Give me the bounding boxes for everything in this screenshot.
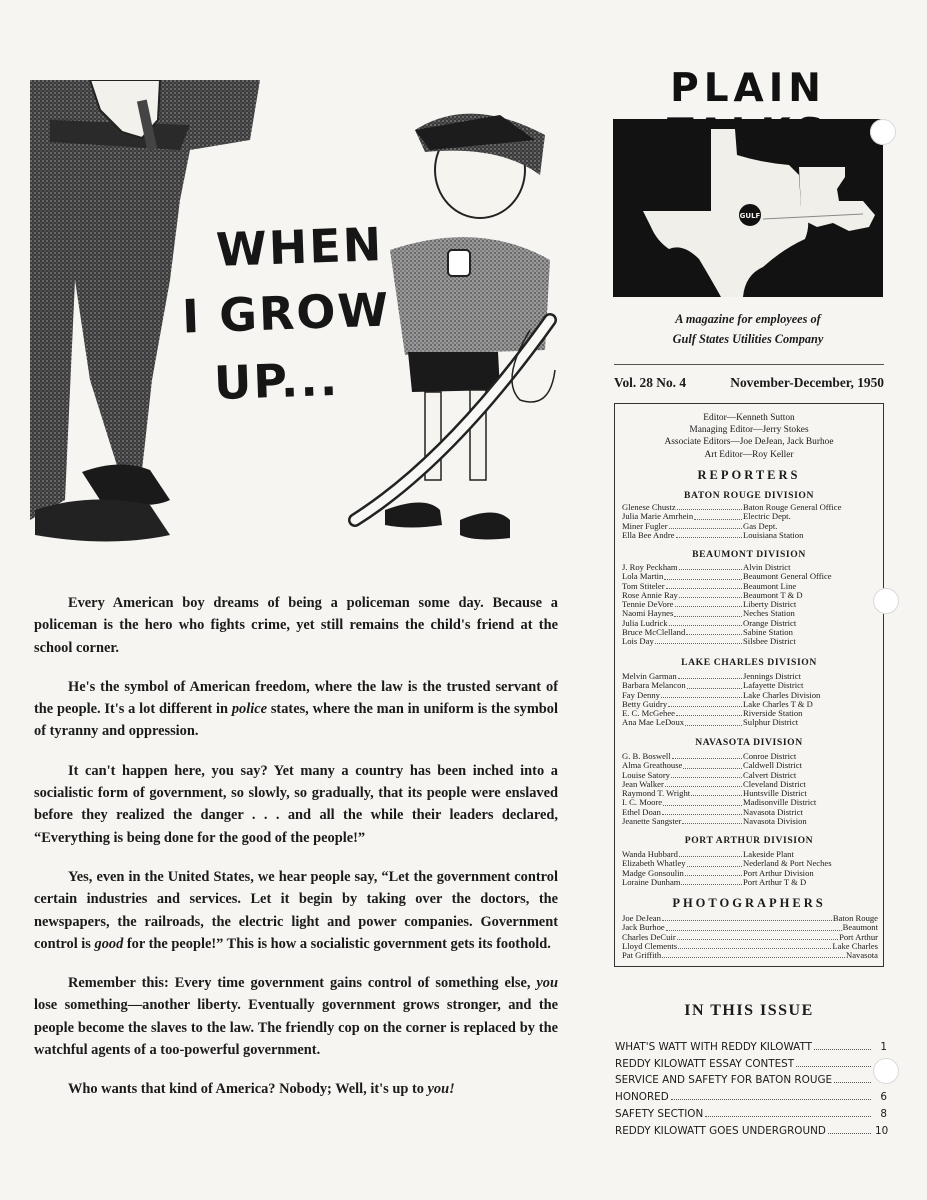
reporter-name: Alma Greathouse (622, 761, 683, 771)
reporter-location: Sabine Station (743, 627, 793, 637)
reporter-name: Loraine Dunham (622, 877, 681, 887)
reporter-name: Madge Gonsoulin (622, 868, 684, 878)
reporter-row (622, 531, 878, 540)
leader-dots (671, 1099, 871, 1100)
contents-title: WHAT'S WATT WITH REDDY KILOWATT (615, 1040, 812, 1053)
hole-punch (873, 1058, 899, 1084)
reporter-name: Rose Annie Ray (622, 590, 678, 600)
reporter-name: J. Roy Peckham (622, 563, 678, 572)
staff-box (614, 403, 884, 967)
photographer-name: Pat Griffith (622, 951, 662, 960)
reporter-name-column (622, 718, 743, 727)
contents-row (615, 1036, 887, 1053)
reporter-name: Louise Satory (622, 770, 670, 780)
reporter-name: Ethel Doan (622, 807, 661, 817)
photographer-name: Charles DeCuir (622, 932, 676, 942)
leader-dots (669, 522, 742, 529)
reporter-location: Lake Charles Division (743, 690, 821, 700)
reporter-location: Port Arthur T & D (743, 877, 807, 887)
leader-dots (663, 798, 742, 805)
reporter-name-column (622, 628, 743, 637)
leader-dots (671, 771, 742, 778)
divider (614, 364, 884, 365)
reporter-location: Sulphur District (743, 718, 799, 728)
leader-dots (679, 591, 742, 598)
reporter-location: Nederland & Port Neches (743, 859, 832, 869)
reporter-name: Lois Day (622, 637, 654, 646)
reporter-row (622, 563, 878, 572)
body-paragraph (34, 1078, 558, 1100)
reporter-name: Julia Marie Amrhein (622, 512, 694, 522)
reporter-name: Miner Fugler (622, 521, 668, 531)
leader-dots (834, 1082, 871, 1083)
reporter-location: Baton Rouge General Office (743, 503, 842, 512)
contents-row (615, 1070, 887, 1087)
body-paragraph (34, 760, 558, 849)
reporter-name-column (622, 672, 743, 681)
photographer-name: Joe DeJean (622, 914, 661, 923)
division-heading: LAKE CHARLES DIVISION (681, 657, 817, 668)
editor-line: Editor—Kenneth Sutton (703, 413, 795, 423)
masthead-tagline (612, 309, 884, 349)
leader-dots (662, 914, 832, 921)
leader-dots (672, 752, 742, 759)
contents-title: HONORED (615, 1091, 669, 1104)
contents-title: SERVICE AND SAFETY FOR BATON ROUGE (615, 1074, 833, 1087)
reporter-location: Lakeside Plant (743, 850, 794, 859)
reporter-name: G. B. Boswell (622, 752, 671, 761)
reporter-row (622, 628, 878, 637)
photographer-location: Navasota (846, 951, 878, 960)
reporter-location: Alvin District (743, 563, 791, 572)
reporter-row (622, 771, 878, 780)
reporter-location: Lafayette District (743, 681, 804, 691)
headline-line-1: WHEN (215, 217, 385, 277)
leader-dots (677, 933, 838, 940)
reporter-row (622, 780, 878, 789)
leader-dots (665, 780, 742, 787)
reporter-name: I. C. Moore (622, 798, 663, 808)
division-heading: BATON ROUGE DIVISION (684, 490, 814, 501)
body-paragraph (34, 592, 558, 659)
leader-dots (662, 808, 742, 815)
contents-title: SAFETY SECTION (615, 1107, 704, 1120)
reporter-name-column (622, 761, 743, 770)
reporter-name-column (622, 600, 743, 609)
leader-dots (691, 789, 742, 796)
leader-dots (664, 572, 742, 579)
reporter-name: Julia Ludrick (622, 618, 668, 628)
leader-dots (678, 672, 742, 679)
contents-row (615, 1103, 887, 1120)
editor-line: Managing Editor—Jerry Stokes (689, 425, 809, 436)
leader-dots (676, 531, 743, 538)
leader-dots (685, 869, 742, 876)
reporter-row (622, 512, 878, 521)
leader-dots (661, 691, 742, 698)
photographer-row (622, 933, 878, 942)
reporter-name-column (622, 681, 743, 690)
contents-page-number: 10 (875, 1124, 889, 1137)
reporter-name: Lola Martin (622, 572, 664, 582)
division-roster (622, 850, 878, 887)
reporter-name: Elizabeth Whatley (622, 859, 686, 869)
hole-punch (870, 119, 896, 145)
reporter-name: Tennie DeVore (622, 600, 674, 609)
reporter-location: Cleveland District (743, 779, 806, 789)
headline-line-3: UP... (213, 351, 340, 411)
reporter-row (622, 522, 878, 531)
reporter-row (622, 591, 878, 600)
tagline-line-1: A magazine for employees of (675, 312, 821, 326)
contents-title: REDDY KILOWATT GOES UNDERGROUND (615, 1124, 826, 1137)
leader-dots (655, 637, 742, 644)
reporter-name: Bruce McClelland (622, 627, 686, 637)
paragraph-text: Yes, even in the United States, we hear people say, “Let the government control certain industries and services. Let it begin by taking over the doctors, the newspapers, the railroads, the electric light and power companies. Government control is (34, 868, 558, 952)
leader-dots (694, 512, 742, 519)
reporter-location: Conroe District (743, 752, 797, 761)
leader-dots (687, 681, 742, 688)
emphasis-text: you (536, 975, 558, 992)
gulf-logo-text: GULF (739, 212, 761, 220)
photographer-location: Beaumont (842, 923, 878, 933)
reporter-name: Melvin Garman (622, 672, 677, 681)
paragraph-text: states, where the man in uniform is the symbol of tyranny and oppression. (34, 701, 559, 740)
leader-dots (669, 619, 742, 626)
reporter-location: Beaumont General Office (743, 572, 832, 582)
reporter-row (622, 681, 878, 690)
reporter-name: Wanda Hubbard (622, 850, 678, 859)
reporter-name: Tom Stiteler (622, 581, 665, 591)
reporter-name-column (622, 771, 743, 780)
photographer-row (622, 914, 878, 923)
reporter-location: Silsbee District (743, 637, 796, 646)
contents-list (615, 1036, 887, 1137)
reporter-location: Navasota District (743, 807, 803, 817)
reporter-location: Caldwell District (743, 761, 802, 771)
contents-page-number: 6 (880, 1091, 887, 1104)
reporter-row (622, 503, 878, 512)
leader-dots (666, 923, 842, 930)
reporter-name-column (622, 859, 743, 868)
reporter-name-column (622, 789, 743, 798)
leader-dots (705, 1116, 871, 1117)
photographer-location: Port Arthur (839, 932, 878, 942)
leader-dots (796, 1066, 871, 1067)
reporter-name-column (622, 878, 743, 887)
editor-line: Associate Editors—Joe DeJean, Jack Burhoe (664, 437, 834, 448)
reporter-name-column (622, 798, 743, 807)
reporter-name: Jean Walker (622, 779, 664, 789)
reporter-row (622, 700, 878, 709)
photographer-row (622, 951, 878, 960)
reporter-row (622, 619, 878, 628)
photographer-location: Lake Charles (832, 941, 878, 951)
headline-line-2: I GROW (181, 282, 392, 344)
paragraph-text: lose something—another liberty. Eventually government grows stronger, and the people become the slaves to the law. The friendly cop on the corner is replaced by the watchful agents of a too-powerful government. (34, 997, 558, 1059)
reporter-location: Electric Dept. (743, 512, 791, 522)
leader-dots (679, 850, 742, 857)
reporter-row (622, 637, 878, 646)
contents-row (615, 1053, 887, 1070)
masthead-map (613, 119, 883, 297)
photographers-heading: PHOTOGRAPHERS (672, 896, 826, 910)
reporter-name-column (622, 512, 743, 521)
reporter-location: Gas Dept. (743, 521, 778, 531)
magazine-title: PLAIN (670, 66, 826, 111)
reporter-name: Barbara Melancon (622, 681, 686, 691)
reporter-name-column (622, 869, 743, 878)
contents-heading: IN THIS ISSUE (684, 1002, 814, 1019)
reporter-location: Orange District (743, 618, 797, 628)
reporter-location: Lake Charles T & D (743, 699, 813, 709)
reporter-name-column (622, 709, 743, 718)
body-paragraph (34, 676, 558, 743)
division-heading: NAVASOTA DIVISION (695, 737, 803, 748)
photographer-name: Jack Burhoe (622, 923, 665, 933)
reporter-location: Navasota Division (743, 816, 807, 826)
texas-louisiana-map-icon (613, 119, 883, 297)
reporter-name-column (622, 522, 743, 531)
reporter-name-column (622, 531, 743, 540)
article-body (34, 592, 558, 1118)
leader-dots (678, 942, 831, 949)
reporter-name: Raymond T. Wright (622, 789, 691, 798)
body-paragraph (34, 972, 558, 1061)
leader-dots (677, 503, 742, 510)
reporter-name-column (622, 700, 743, 709)
photographers-roster (622, 914, 878, 960)
reporter-row (622, 672, 878, 681)
reporter-name-column (622, 817, 743, 826)
reporter-row (622, 789, 878, 798)
body-paragraph (34, 866, 558, 955)
reporter-location: Madisonville District (743, 798, 817, 808)
leader-dots (675, 600, 743, 607)
reporter-name: Naomi Haynes (622, 609, 674, 619)
division-roster (622, 672, 878, 728)
division-roster (622, 503, 878, 540)
reporter-row (622, 752, 878, 761)
reporter-name-column (622, 691, 743, 700)
reporter-name-column (622, 503, 743, 512)
reporter-name-column (622, 591, 743, 600)
leader-dots (828, 1133, 871, 1134)
emphasis-text: police (231, 701, 268, 718)
contents-row (615, 1086, 887, 1103)
reporter-row (622, 798, 878, 807)
reporter-row (622, 609, 878, 618)
reporter-location: Liberty District (743, 600, 797, 609)
reporter-location: Beaumont T & D (743, 590, 803, 600)
reporter-row (622, 869, 878, 878)
reporter-location: Jennings District (743, 672, 802, 681)
division-roster (622, 563, 878, 646)
reporter-row (622, 691, 878, 700)
contents-page-number: 8 (880, 1107, 887, 1120)
reporter-name-column (622, 850, 743, 859)
reporter-row (622, 572, 878, 581)
contents-row (615, 1120, 887, 1137)
reporter-name-column (622, 780, 743, 789)
hole-punch (873, 588, 899, 614)
leader-dots (674, 609, 742, 616)
paragraph-text: for the people!” This is how a socialistic government gets its foothold. (123, 935, 551, 952)
reporter-name: Jeanette Sangster (622, 816, 682, 826)
reporter-row (622, 718, 878, 727)
leader-dots (686, 628, 742, 635)
reporter-location: Neches Station (743, 609, 795, 619)
reporter-name-column (622, 572, 743, 581)
leader-dots (683, 761, 742, 768)
reporter-row (622, 600, 878, 609)
emphasis-text: good (94, 935, 124, 952)
division-heading: BEAUMONT DIVISION (692, 549, 806, 560)
paragraph-text: He's the symbol of American freedom, where the law is the trusted servant of the people. It's a lot different in (34, 678, 558, 718)
paragraph-text: It can't happen here, you say? Yet many a country has been inched into a socialistic form of government, so slowly, so gradually, that its people were enslaved before they realized the danger . . . and all the while their leaders declared, “Everything is being done for the good of the people!” (34, 762, 558, 846)
leader-dots (668, 700, 742, 707)
paragraph-text: Remember this: Every time government gains control of something else, (68, 975, 537, 992)
editors-list (615, 412, 883, 461)
leader-dots (662, 951, 845, 958)
reporter-name: E. C. McGehee (622, 709, 675, 718)
photographer-row (622, 942, 878, 951)
contents-page-number: 1 (880, 1040, 887, 1053)
issue-line (614, 375, 884, 391)
leader-dots (685, 718, 742, 725)
volume-number: Vol. 28 No. 4 (614, 375, 687, 390)
contents-title: REDDY KILOWATT ESSAY CONTEST (615, 1057, 795, 1070)
leader-dots (681, 878, 742, 885)
paragraph-text: Who wants that kind of America? Nobody; Well, it's up to (68, 1081, 428, 1098)
reporter-name-column (622, 582, 743, 591)
emphasis-text: you! (427, 1081, 455, 1098)
reporter-name: Glenese Chustz (622, 503, 676, 512)
photographer-location: Baton Rouge (832, 914, 878, 923)
tagline-line-2: Gulf States Utilities Company (672, 332, 824, 346)
editor-line: Art Editor—Roy Keller (704, 449, 794, 460)
issue-date: November-December, 1950 (730, 375, 884, 390)
reporter-name: Ana Mae LeDoux (622, 718, 685, 728)
reporter-name: Betty Guidry (622, 699, 668, 709)
leader-dots (682, 817, 742, 824)
division-roster (622, 752, 878, 826)
reporter-row (622, 850, 878, 859)
reporter-name: Ella Bee Andre (622, 530, 675, 540)
leader-dots (679, 563, 742, 570)
reporter-row (622, 817, 878, 826)
reporter-name-column (622, 619, 743, 628)
leader-dots (666, 582, 742, 589)
leader-dots (814, 1049, 871, 1050)
leader-dots (676, 709, 742, 716)
reporter-location: Port Arthur Division (743, 868, 814, 878)
reporter-row (622, 808, 878, 817)
reporter-row (622, 859, 878, 868)
photographer-name: Lloyd Clements (622, 941, 678, 951)
cover-illustration (30, 80, 560, 560)
reporter-location: Riverside Station (743, 709, 803, 718)
paragraph-text: Every American boy dreams of being a policeman some day. Because a policeman is the hero who fights crime, yet still remains the child's friend at the school corner. (34, 595, 558, 656)
reporter-name-column (622, 609, 743, 618)
division-heading: PORT ARTHUR DIVISION (684, 835, 814, 846)
reporter-name-column (622, 563, 743, 572)
reporter-name-column (622, 637, 743, 646)
reporter-row (622, 761, 878, 770)
reporters-heading: REPORTERS (697, 468, 801, 482)
reporter-name-column (622, 808, 743, 817)
reporter-name-column (622, 752, 743, 761)
reporter-row (622, 878, 878, 887)
reporter-location: Calvert District (743, 770, 797, 780)
reporter-row (622, 582, 878, 591)
photographer-row (622, 923, 878, 932)
reporter-location: Louisiana Station (743, 530, 804, 540)
reporter-location: Huntsville District (743, 789, 807, 798)
reporter-name: Fay Denny (622, 690, 660, 700)
reporter-row (622, 709, 878, 718)
leader-dots (687, 859, 742, 866)
reporter-location: Beaumont Line (743, 581, 797, 591)
